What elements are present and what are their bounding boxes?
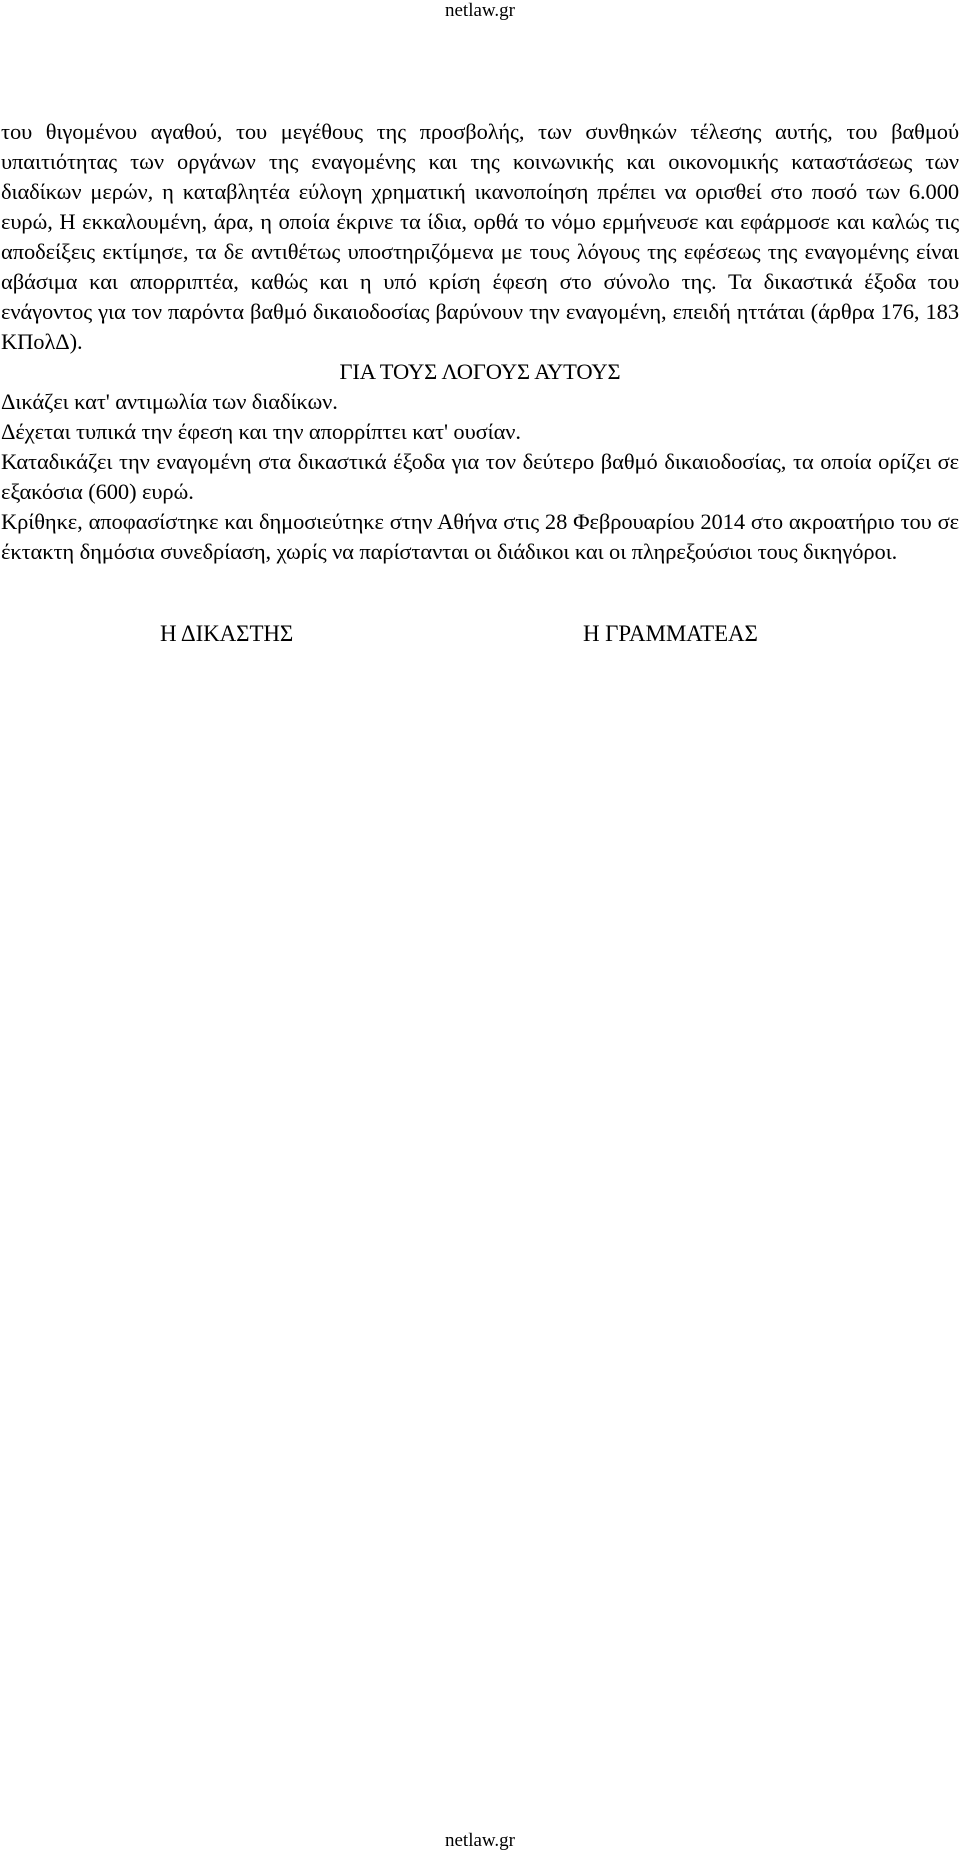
ruling-line-adversarial: Δικάζει κατ' αντιμωλία των διαδίκων. [1, 389, 338, 414]
header-site-label: netlaw.gr [445, 0, 515, 21]
reasoning-paragraph: του θιγομένου αγαθού, του μεγέθους της προσβολής, των συνθηκών τέλεσης αυτής, του βαθμού υπαιτιότητας των οργάνων της εναγομένης και της κοινωνικής και οικονομικής καταστάσεως των διαδίκων μερών, η καταβλητέα εύλογη χρηματική ικανοποίηση πρέπει να ορισθεί στο ποσό των 6.000 ευρώ, Η εκκαλουμένη, άρα, η οποία έκρινε τα ίδια, ορθά το νόμο ερμήνευσε και εφάρμοσε και καλώς τις αποδείξεις εκτίμησε, τα δε αντιθέτως υποστηριζόμενα με τους λόγους της εφέσεως της εναγομένης είναι αβάσιμα και απορριπτέα, καθώς και η υπό κρίση έφεση στο σύνολο της. Τα δικαστικά έξοδα του ενάγοντος για τον παρόντα βαθμό δικαιοδοσίας βαρύνουν την εναγομένη, επειδή ηττάται (άρθρα 176, 183 ΚΠολΔ). [1, 119, 959, 354]
clerk-signature-title: Η ΓΡΑΜΜΑΤΕΑΣ [583, 621, 758, 646]
operative-heading: ΓΙΑ ΤΟΥΣ ΛΟΓΟΥΣ ΑΥΤΟΥΣ [339, 359, 621, 384]
judge-signature-title: Η ΔΙΚΑΣΤΗΣ [160, 621, 294, 646]
signature-block [1, 567, 959, 687]
publication-paragraph: Κρίθηκε, αποφασίστηκε και δημοσιεύτηκε στην Αθήνα στις 28 Φεβρουαρίου 2014 στο ακροατήριο του σε έκτακτη δημόσια συνεδρίαση, χωρίς να παρίστανται οι διάδικοι και οι πληρεξούσιοι τους δικηγόροι. [1, 509, 959, 564]
footer-site-label: netlaw.gr [445, 1830, 515, 1851]
judgment-text [0, 117, 960, 687]
costs-paragraph: Καταδικάζει την εναγομένη στα δικαστικά έξοδα για τον δεύτερο βαθμό δικαιοδοσίας, τα οποία ορίζει σε εξακόσια (600) ευρώ. [1, 449, 959, 504]
ruling-line-appeal: Δέχεται τυπικά την έφεση και την απορρίπτει κατ' ουσίαν. [1, 419, 521, 444]
